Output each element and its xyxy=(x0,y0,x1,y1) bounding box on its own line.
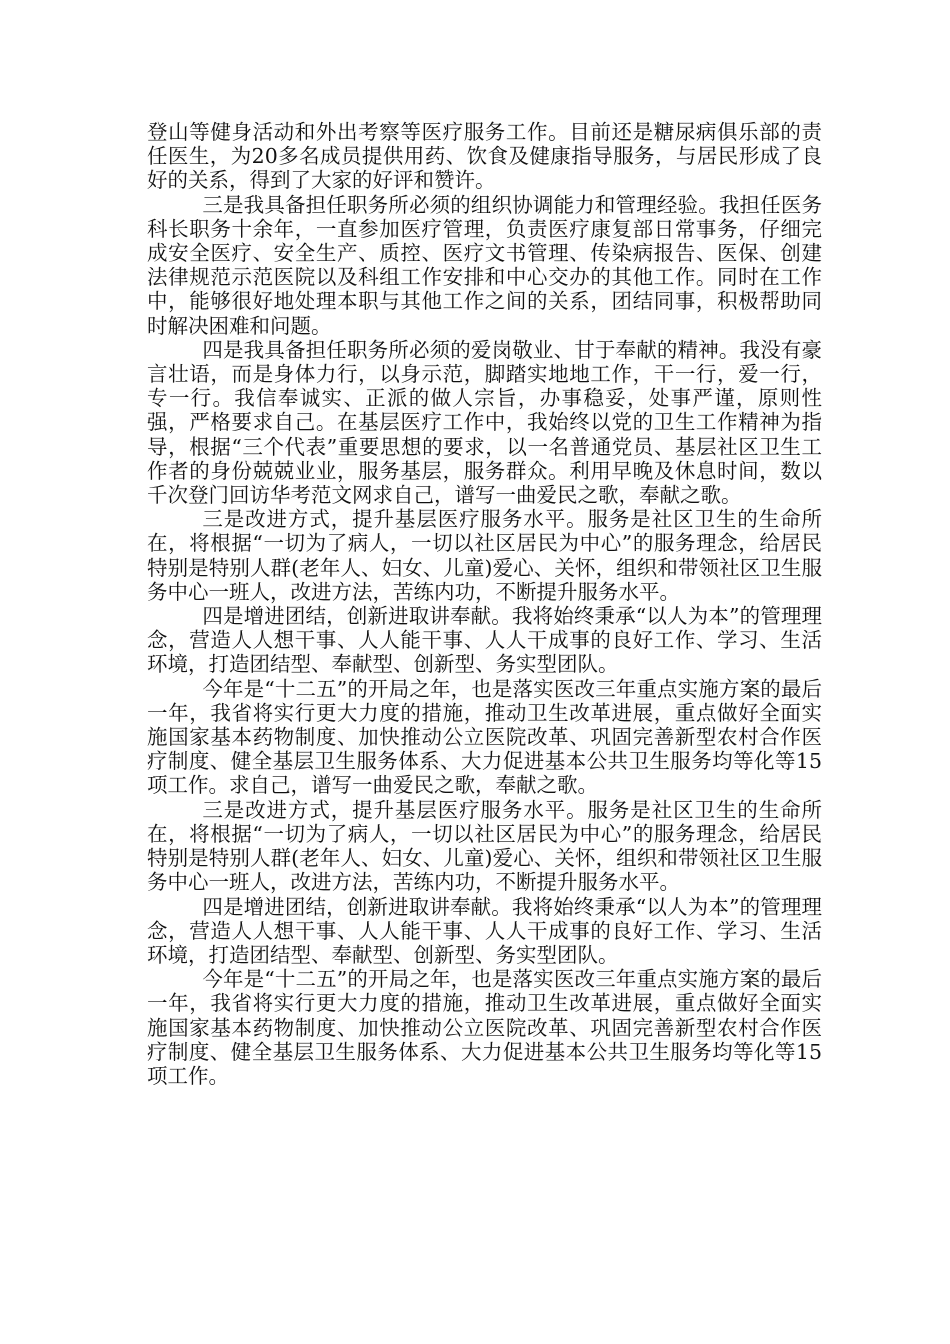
paragraph-6: 今年是“十二五”的开局之年，也是落实医改三年重点实施方案的最后一年，我省将实行更大力度的措施，推动卫生改革进展，重点做好全面实施国家基本药物制度、加快推动公立医院改革、巩固完善新型农村合作医疗制度、健全基层卫生服务体系、大力促进基本公共卫生服务均等化等15项工作。求自己，谱写一曲爱民之歌，奉献之歌。 xyxy=(147,676,822,798)
paragraph-2: 三是我具备担任职务所必须的组织协调能力和管理经验。我担任医务科长职务十余年，一直参加医疗管理，负责医疗康复部日常事务，仔细完成安全医疗、安全生产、质控、医疗文书管理、传染病报告、医保、创建法律规范示范医院以及科组工作安排和中心交办的其他工作。同时在工作中，能够很好地处理本职与其他工作之间的关系，团结同事，积极帮助同时解决困难和问题。 xyxy=(147,192,822,338)
document-body xyxy=(147,120,822,1088)
paragraph-4: 三是改进方式，提升基层医疗服务水平。服务是社区卫生的生命所在，将根据“一切为了病人，一切以社区居民为中心”的服务理念，给居民特别是特别人群(老年人、妇女、儿童)爱心、关怀，组织和带领社区卫生服务中心一班人，改进方法，苦练内功，不断提升服务水平。 xyxy=(147,507,822,604)
paragraph-8: 四是增进团结，创新进取讲奉献。我将始终秉承“以人为本”的管理理念，营造人人想干事、人人能干事、人人干成事的良好工作、学习、生活环境，打造团结型、奉献型、创新型、务实型团队。 xyxy=(147,894,822,967)
paragraph-9: 今年是“十二五”的开局之年，也是落实医改三年重点实施方案的最后一年，我省将实行更大力度的措施，推动卫生改革进展，重点做好全面实施国家基本药物制度、加快推动公立医院改革、巩固完善新型农村合作医疗制度、健全基层卫生服务体系、大力促进基本公共卫生服务均等化等15项工作。 xyxy=(147,967,822,1088)
paragraph-1: 登山等健身活动和外出考察等医疗服务工作。目前还是糖尿病俱乐部的责任医生，为20多名成员提供用药、饮食及健康指导服务，与居民形成了良好的关系，得到了大家的好评和赞许。 xyxy=(147,120,822,193)
paragraph-7: 三是改进方式，提升基层医疗服务水平。服务是社区卫生的生命所在，将根据“一切为了病人，一切以社区居民为中心”的服务理念，给居民特别是特别人群(老年人、妇女、儿童)爱心、关怀，组织和带领社区卫生服务中心一班人，改进方法，苦练内功，不断提升服务水平。 xyxy=(147,797,822,895)
paragraph-5: 四是增进团结，创新进取讲奉献。我将始终秉承“以人为本”的管理理念，营造人人想干事、人人能干事、人人干成事的良好工作、学习、生活环境，打造团结型、奉献型、创新型、务实型团队。 xyxy=(147,604,822,677)
paragraph-3: 四是我具备担任职务所必须的爱岗敬业、甘于奉献的精神。我没有豪言壮语，而是身体力行，以身示范，脚踏实地地工作，干一行，爱一行，专一行。我信奉诚实、正派的做人宗旨，办事稳妥，处事严谨，原则性强，严格要求自己。在基层医疗工作中，我始终以党的卫生工作精神为指导，根据“三个代表”重要思想的要求，以一名普通党员、基层社区卫生工作者的身份兢兢业业，服务基层，服务群众。利用早晚及休息时间，数以千次登门回访华考范文网求自己，谱写一曲爱民之歌，奉献之歌。 xyxy=(147,337,822,508)
